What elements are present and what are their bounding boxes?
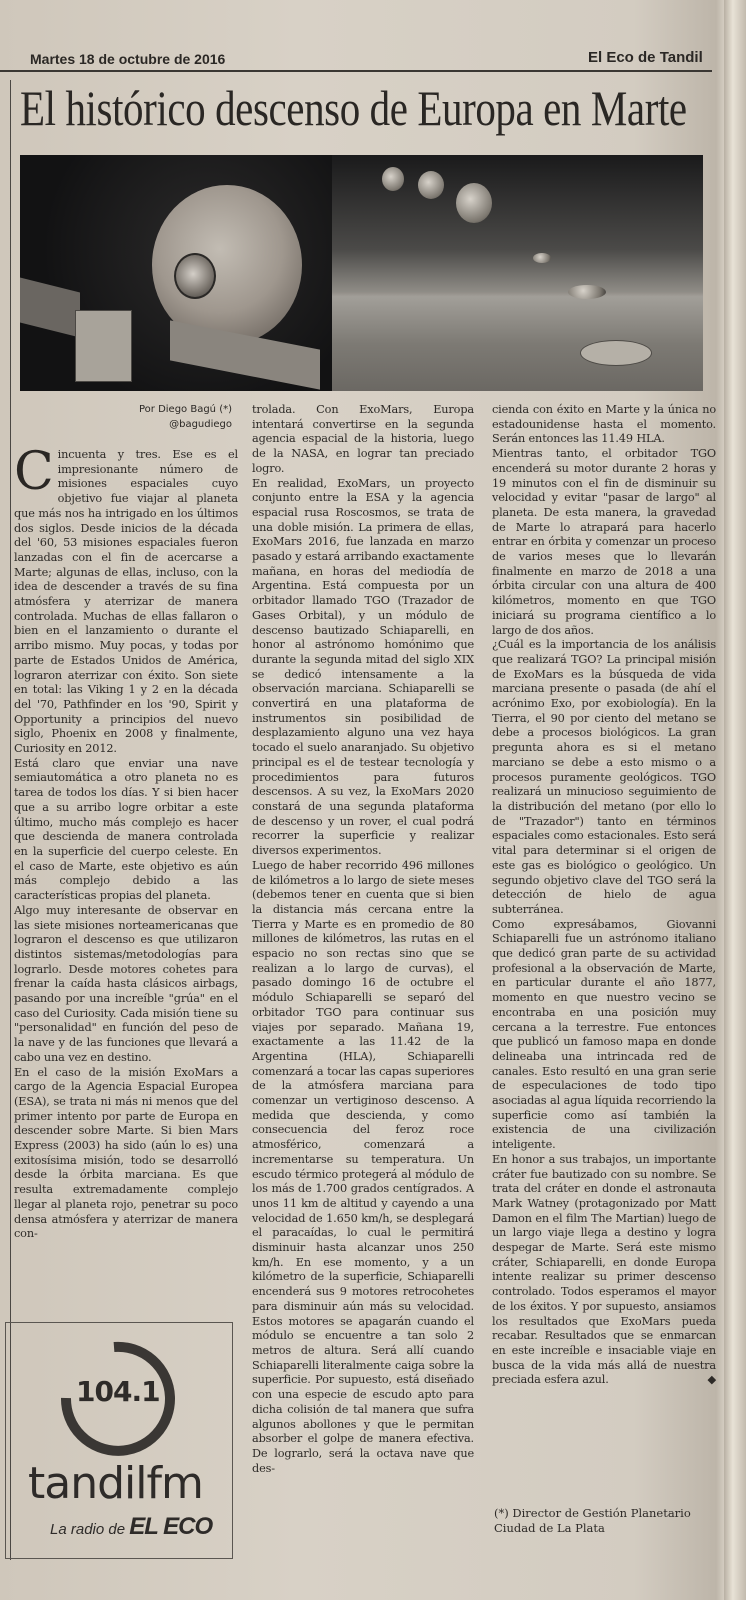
paragraph: En honor a sus trabajos, un importante cráter fue bautizado con su nombre. Se trata del cráter en donde el astronauta Mark Watney (protagonizado por Matt Damon en el film The Martian) luego de un largo viaje llega a destino y logra despegar de Marte. Será este mismo cráter, Schiaparelli, en donde Europa intente realizar su primer descenso controlado. Todos esperamos el mayor de los éxitos. Y por supuesto, ansiamos los resultados que ExoMars pueda recabar. Resultados que se enmarcan en este increíble e insaciable viaje en busca de la vida más allá de nuestra preciada esfera azul. ◆ xyxy=(492,1152,716,1387)
paragraph: Como expresábamos, Giovanni Schiaparelli fue un astrónomo italiano que dedicó gran parte de su actividad profesional a la observación de Marte, en particular durante el año 1877, momento en que nuestro vecino se encontraba en una posición muy cercana a la terrestre. Fue entonces que publicó un famoso mapa en donde delineaba una intrincada red de canales. Esto resultó en una gran serie de especulaciones de todo tipo asociadas al agua líquida recorriendo la superficie como así también la existencia de una civilización inteligente. xyxy=(492,917,716,1152)
lander-on-surface xyxy=(580,340,652,366)
byline xyxy=(132,402,232,432)
newspaper-name: El Eco de Tandil xyxy=(588,49,703,66)
paragraph: En realidad, ExoMars, un proyecto conjunto entre la ESA y la agencia espacial rusa Roscosmos, se trata de una doble misión. La primera de ellas, ExoMars 2016, fue lanzada en marzo pasado y estará arribando exactamente mañana, en horas del mediodía de Argentina. Está compuesta por un orbitador llamado TGO (Trazador de Gases Orbital), y un módulo de descenso bautizado Schiaparelli, en honor al astrónomo homónimo que durante la segunda mitad del siglo XIX se dedicó intensamente a la observación marciana. Schiaparelli se convertirá en una plataforma de instrumentos sin posibilidad de desplazamiento alguno una vez haya tocado el suelo anaranjado. Su objetivo principal es el de testear tecnología y procedimientos para futuros descensos. A su vez, la ExoMars 2020 constará de una segunda plataforma de descenso y un rover, el cual podrá recorrer la superficie y realizar diversos experimentos. xyxy=(252,476,474,858)
paragraph: cienda con éxito en Marte y la única no estadounidense hasta el momento. Serán entonces las 11.49 HLA. xyxy=(492,403,716,446)
descent-stage-2 xyxy=(418,171,444,199)
author-footnote: (*) Director de Gestión Planetario Ciudad de La Plata xyxy=(494,1506,691,1535)
radio-advertisement xyxy=(5,1322,233,1559)
article-column-1 xyxy=(14,442,238,1242)
article-photo xyxy=(20,155,703,391)
paragraph: Está claro que enviar una nave semiautomática a otro planeta no es tarea de todos los días. Y si bien hacer que a su arribo logre orbitar a este último, mucho más complejo es hacer que descienda de manera controlada en la superficie del cuerpo celeste. En el caso de Marte, este objetivo es aún más complejo debido a las características propias del planeta. xyxy=(14,756,238,903)
issue-date: Martes 18 de octubre de 2016 xyxy=(30,51,226,67)
station-name: tandilfm xyxy=(28,1458,203,1509)
paragraph: Luego de haber recorrido 496 millones de kilómetros a lo largo de siete meses (debemos tener en cuenta que si bien la distancia más cercana entre la Tierra y Marte es en promedio de 80 millones de kilómetros, las rutas en el espacio no son rectas sino que se realizan a lo largo de curvas), el pasado domingo 16 de octubre el módulo Schiaparelli se separó del orbitador TGO para continuar sus viajes por separado. Mañana 19, exactamente a las 11.42 de la Argentina (HLA), Schiaparelli comenzará a tocar las capas superiores de la atmósfera marciana para comenzar un vertiginoso descenso. A medida que descienda, y como consecuencia del feroz roce atmosférico, comenzará a incrementarse su temperatura. Un escudo térmico protegerá al módulo de los más de 1.700 grados centígrados. A unos 11 km de altitud y cayendo a una velocidad de 1.650 km/h, se desplegará el paracaídas, lo cual le permitirá disminuir hasta alcanzar unos 250 km/h. En ese momento, y a un kilómetro de la superficie, Schiaparelli encenderá sus 9 motores retrocohetes para disminuir aún más su velocidad. Estos motores se apagarán cuando el módulo se encuentre a tan solo 2 metros de altura. Será allí cuando Schiaparelli literalmente caiga sobre la superficie. Por supuesto, está diseñado con una especie de escudo apto para dicha colisión de tal manera que sufra algunos abollones y que le permitan absorber el golpe de manera efectiva. De lograrlo, será la octava nave que des- xyxy=(252,858,474,1475)
headline: El histórico descenso de Europa en Marte xyxy=(20,80,687,136)
descent-stage-5 xyxy=(568,285,606,299)
paragraph: Cincuenta y tres. Ese es el impresionante número de misiones espaciales cuyo objetivo fue viajar al planeta que más nos ha intrigado en los últimos dos siglos. Desde inicios de la década del '60, 53 misiones espaciales fueron lanzadas con el fin de acercarse a Marte; algunas de ellas, incluso, con la idea de descender a través de su fina atmósfera y aterrizar de manera controlada. Muchas de ellas fallaron o bien en el lanzamiento o durante el arribo mismo. Muy pocas, y todas por parte de Estados Unidos de América, lograron aterrizar con éxito. Son siete en total: las Viking 1 y 2 en la década del '70, Pathfinder en los '90, Spirit y Opportunity a principios del nuevo siglo, Phoenix en 2008 y finalmente, Curiosity en 2012. xyxy=(14,442,238,756)
paragraph: En el caso de la misión ExoMars a cargo de la Agencia Espacial Europea (ESA), se trata ni más ni menos que del primer intento por parte de Europa en descender sobre Marte. Si bien Mars Express (2003) ha sido (aún lo es) una exitosísima misión, todo se desarrolló desde la órbita marciana. Es que resulta extremadamente complejo llegar al planeta rojo, penetrar su poco densa atmósfera y aterrizar de manera con- xyxy=(14,1065,238,1241)
brand-name: EL ECO xyxy=(129,1513,213,1540)
tgo-orbiter xyxy=(75,310,132,382)
author-handle: @bagudiego xyxy=(169,419,232,430)
descent-stage-4 xyxy=(533,253,551,263)
descent-stage-3 xyxy=(456,183,492,223)
drop-cap: C xyxy=(14,442,54,502)
article-column-2 xyxy=(252,403,474,1476)
descent-stage-1 xyxy=(382,167,404,191)
paragraph: trolada. Con ExoMars, Europa intentará convertirse en la segunda agencia espacial de la historia, luego de la NASA, en lograr tan preciado logro. xyxy=(252,403,474,475)
paragraph: Algo muy interesante de observar en las siete misiones norteamericanas que lograron el descenso es que utilizaron distintos sistemas/metodologías para lograrlo. Desde motores cohetes para frenar la caída hasta clásicos airbags, pasando por una increíble "grúa" en el caso del Curiosity. Cada misión tiene su "personalidad" en función del peso de la nave y de las funciones que llevará a cabo una vez en destino. xyxy=(14,903,238,1064)
schiaparelli-capsule xyxy=(174,253,216,299)
author: Por Diego Bagú (*) xyxy=(138,404,232,415)
article-column-3 xyxy=(492,403,716,1388)
end-mark-icon: ◆ xyxy=(707,1373,716,1387)
paragraph: Mientras tanto, el orbitador TGO encenderá su motor durante 2 horas y 19 minutos con el fin de disminuir su velocidad y evitar "pasar de largo" al planeta. De esta manera, la gravedad de Marte lo atrapará para hacerlo entrar en órbita y comenzar un proceso de varios meses que lo llevarán finalmente en marzo de 2018 a una órbita circular con una altura de 400 kilómetros, momento en que TGO iniciará su programa científico a lo largo de dos años. xyxy=(492,447,716,637)
radio-frequency: 104.1 xyxy=(76,1375,160,1408)
page-edge xyxy=(724,0,746,1600)
station-tagline: La radio de EL ECO xyxy=(50,1513,213,1540)
paragraph: ¿Cuál es la importancia de los análisis que realizará TGO? La principal misión de ExoMars es la búsqueda de vida marciana presente o pasada (de ahí el acrónimo Exo, por exobiología). En la Tierra, el 90 por ciento del metano se debe a procesos biológicos. La gran pregunta ahora es si el metano marciano se debe a esto mismo o a procesos puramente geológicos. TGO realizará un minucioso seguimiento de la distribución del metano (por ello lo de "Trazador") tanto en términos espaciales como estacionales. Esto será vital para determinar si el origen de este gas es biológico o geológico. Un segundo objetivo clave del TGO será la detección de hielo de agua subterránea. xyxy=(492,638,716,916)
